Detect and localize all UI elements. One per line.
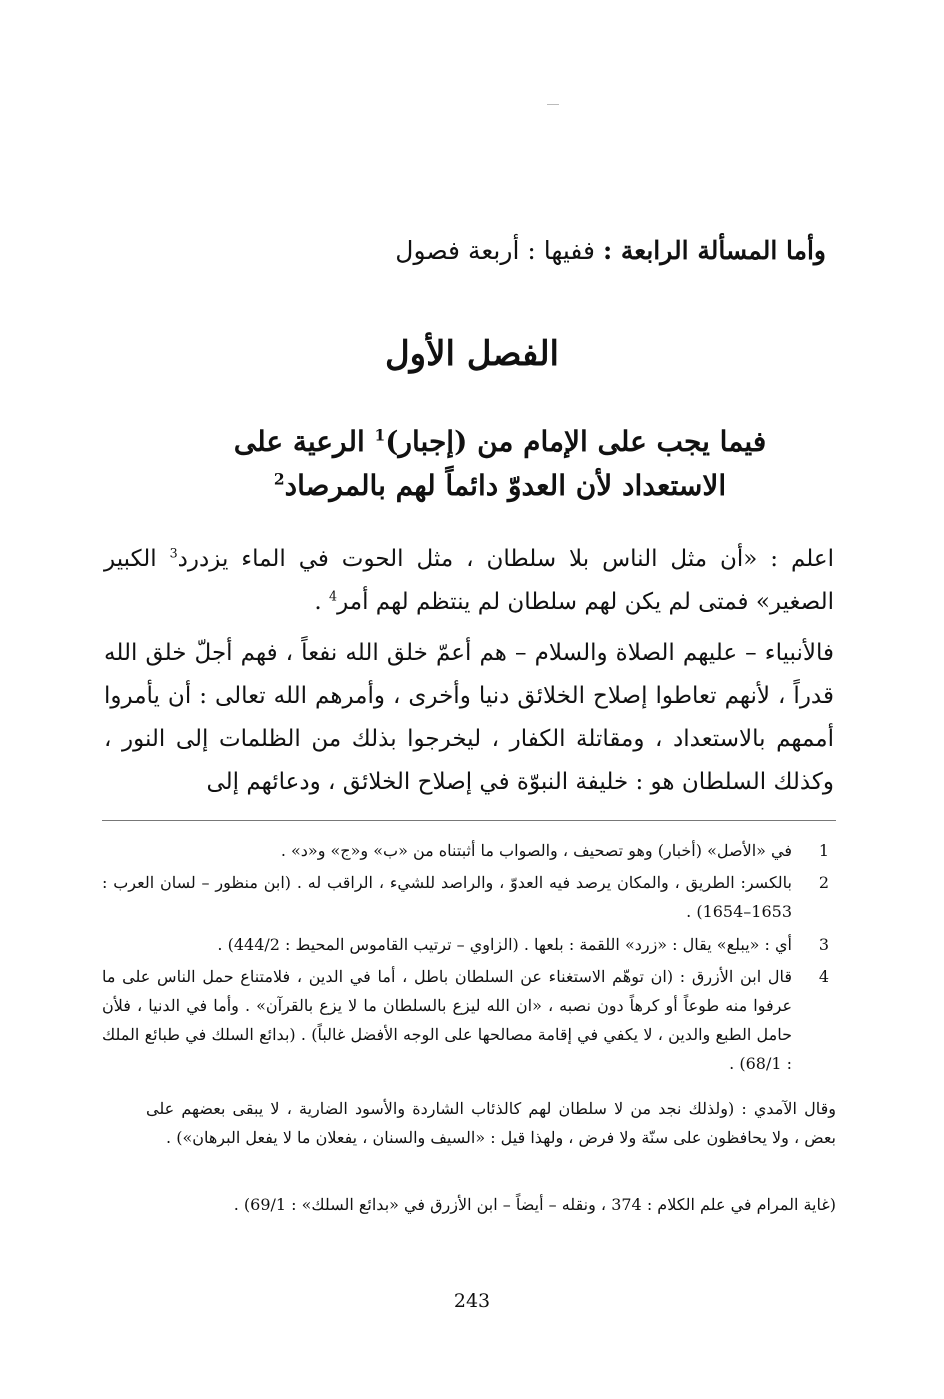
footnote-ref: 2	[273, 470, 285, 489]
footnote-1	[102, 836, 836, 865]
footnote-ref: 1	[374, 426, 386, 445]
footnote-text: بالكسر: الطريق ، والمكان يرصد فيه العدوّ ، والراصد للشيء ، الراقب له . (ابن منظور – لسان العرب : 1653–1654) .	[102, 873, 792, 921]
footnote-separator	[102, 820, 836, 821]
subtitle-text: الاستعداد لأن العدوّ دائماً لهم بالمرصاد	[284, 469, 727, 502]
footnote-3	[102, 930, 836, 959]
footnote-ref: 3	[169, 545, 178, 561]
page-number: 243	[453, 1290, 491, 1312]
footnote-4-continuation-1: وقال الآمدي : (ولذلك نجد من لا سلطان لهم كالذئاب الشاردة والأسود الضارية ، لا يبقى بعضهم على بعض ، ولا يحافظون على سنّة ولا فرض ، ولهذا قيل : «السيف والسنان ، يفعلان ما لا يفعل البرهان») .	[146, 1099, 836, 1147]
chapter-subtitle-line-2	[200, 464, 800, 508]
footnote-number: 4	[818, 967, 830, 986]
chapter-title: الفصل الأول	[384, 334, 560, 374]
footnote-4-continuation-2: (غاية المرام في علم الكلام : 374 ، ونقله – أيضاً – ابن الأزرق في «بدائع السلك» : 69/1) .	[233, 1195, 836, 1214]
paragraph-text: الكبير الصغير» فمتى لم يكن لهم سلطان لم ينتظم لهم أمر	[104, 546, 834, 615]
body-paragraph-2: فالأنبياء – عليهم الصلاة والسلام – هم أعمّ خلق الله نفعاً ، فهم أجلّ خلق الله قدراً ، لأنهم تعاطوا إصلاح الخلائق دنيا وأخرى ، وأمرهم الله تعالى : أن يأمروا أممهم بالاستعداد ، ومقاتلة الكفار ، ليخرجوا بذلك من الظلمات إلى النور ، وكذلك السلطان هو : خليفة النبوّة في إصلاح الخلائق ، ودعائهم إلى	[104, 640, 834, 795]
footnote-4	[102, 962, 836, 1078]
footnote-text: قال ابن الأزرق : (ان توهّم الاستغناء عن السلطان باطل ، أما في الدين ، فلامتناع حمل الناس على ما عرفوا منه طوعاً أو كرهاً دون نصبه ، «ان الله ليزع بالسلطان ما لا يزع بالقرآن» . وأما في الدنيا ، فلأن حامل الطبع والدين ، لا يكفي في إقامة مصالحها على الوجه الأفضل غالباً) . (بدائع السلك في طبائع الملك : 68/1) .	[102, 967, 793, 1073]
subtitle-text: فيما يجب على الإمام من (إجبار)	[385, 425, 767, 458]
chapter-subtitle-line-1	[200, 420, 800, 464]
paragraph-text: .	[314, 589, 330, 615]
scan-mark	[547, 104, 559, 105]
footnote-ref: 4	[329, 588, 338, 604]
footnote-2	[102, 868, 836, 926]
section-intro	[126, 236, 826, 265]
subtitle-text: الرعية على	[233, 425, 375, 458]
body-paragraph-1	[104, 538, 834, 624]
footnote-number: 3	[818, 935, 830, 954]
footnote-number: 1	[818, 841, 830, 860]
intro-lead: وأما المسألة الرابعة :	[602, 236, 826, 265]
paragraph-text: اعلم : «أن مثل الناس بلا سلطان ، مثل الحوت في الماء يزدرد	[177, 546, 835, 572]
intro-rest: ففيها : أربعة فصول	[395, 236, 595, 265]
footnote-number: 2	[818, 873, 830, 892]
footnote-text: في «الأصل» (أخبار) وهو تصحيف ، والصواب ما أثبتناه من «ب» و«ج» و«د» .	[280, 841, 792, 860]
footnote-text: أي : «يبلع» يقال : «زرد» اللقمة : بلعها . (الزاوي – ترتيب القاموس المحيط : 444/2) .	[217, 935, 792, 954]
